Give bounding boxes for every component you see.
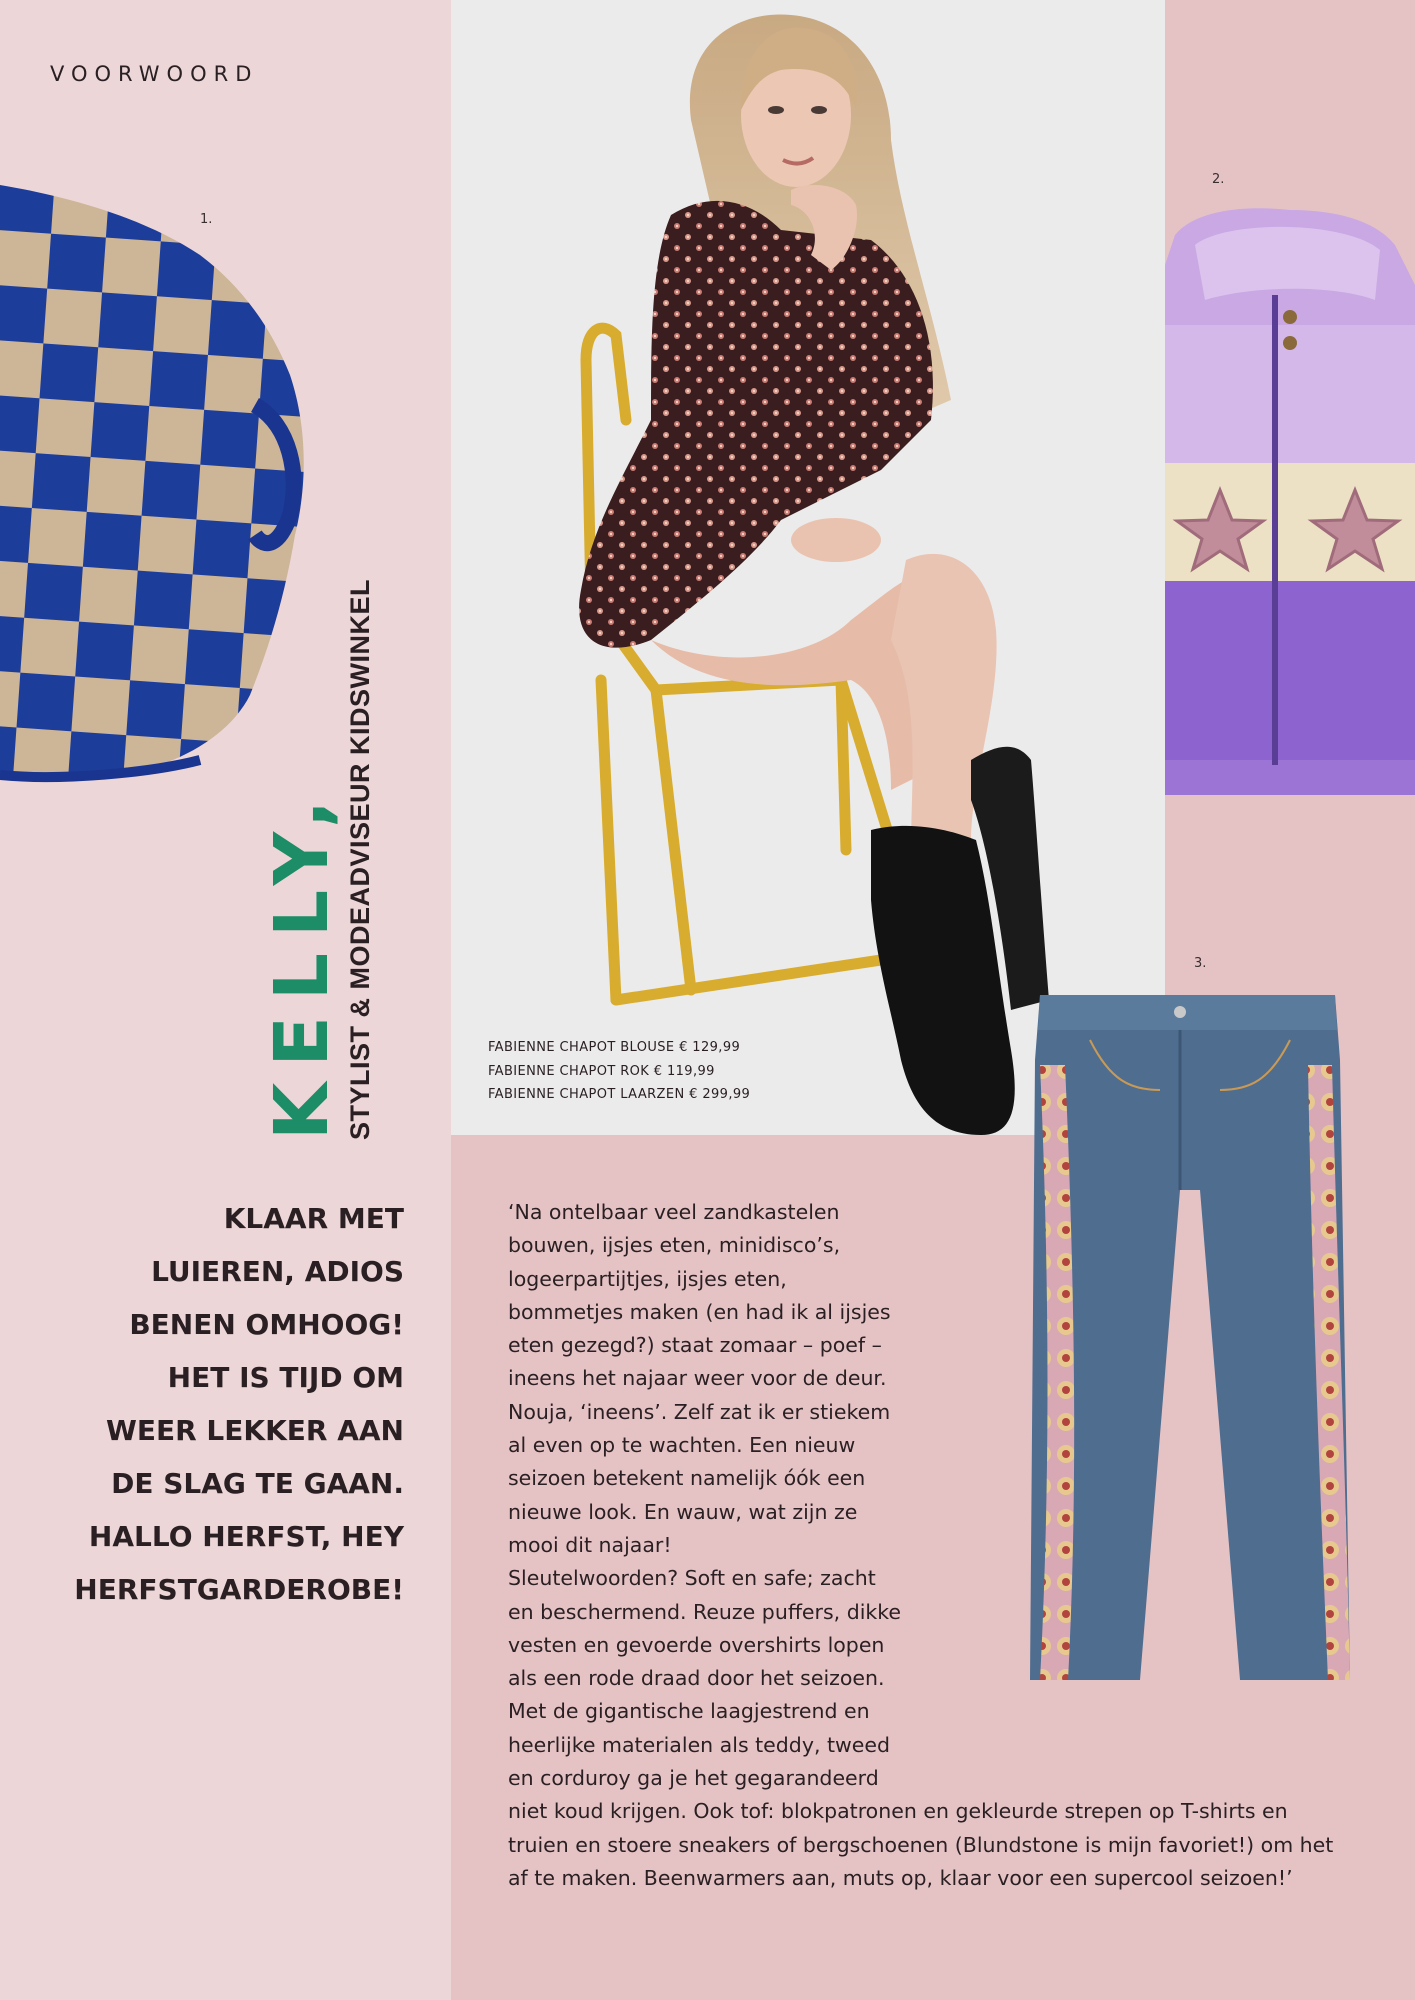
body-line: Nouja, ‘ineens’. Zelf zat ik er stiekem — [508, 1399, 891, 1424]
body-line: truien en stoere sneakers of bergschoenen (Blundstone is mijn favoriet!) om het — [508, 1832, 1334, 1857]
caption-line: FABIENNE CHAPOT LAARZEN € 299,99 — [488, 1087, 751, 1102]
product-captions — [488, 1036, 750, 1107]
body-line: en corduroy ga je het gegarandeerd — [508, 1766, 879, 1791]
body-text — [508, 1196, 1378, 1895]
vertical-name-block — [259, 500, 376, 1140]
body-line: niet koud krijgen. Ook tof: blokpatronen en gekleurde strepen op T-shirts en — [508, 1799, 1288, 1824]
caption-line: FABIENNE CHAPOT ROK € 119,99 — [488, 1063, 715, 1079]
body-line: logeerpartijtjes, ijsjes eten, — [508, 1266, 787, 1291]
name-heading: KELLY, — [259, 783, 345, 1140]
section-label: VOORWOORD — [50, 62, 259, 86]
headline-line: KLAAR MET — [223, 1202, 404, 1235]
body-line: vesten en gevoerde overshirts lopen — [508, 1632, 885, 1657]
body-line: nieuwe look. En wauw, wat zijn ze — [508, 1499, 858, 1524]
headline-line: HERFSTGARDEROBE! — [74, 1573, 404, 1606]
body-line: Met de gigantische laagjestrend en — [508, 1699, 870, 1724]
model-photo — [451, 0, 1165, 1135]
headline-line: LUIEREN, ADIOS — [151, 1255, 404, 1288]
intro-headline — [40, 1192, 404, 1616]
body-column — [508, 1196, 913, 1795]
body-line: mooi dit najaar! — [508, 1532, 672, 1557]
headline-line: BENEN OMHOOG! — [129, 1308, 404, 1341]
body-line: Sleutelwoorden? Soft en safe; zacht — [508, 1566, 876, 1591]
item-number-3: 3. — [1194, 956, 1207, 971]
headline-line: HET IS TIJD OM — [167, 1361, 404, 1394]
body-line: al even op te wachten. Een nieuw — [508, 1433, 856, 1458]
body-wide — [508, 1795, 1378, 1895]
body-line: bouwen, ijsjes eten, minidisco’s, — [508, 1233, 841, 1258]
body-line: heerlijke materialen als teddy, tweed — [508, 1732, 891, 1757]
headline-line: HALLO HERFST, HEY — [88, 1520, 404, 1553]
item-number-2: 2. — [1212, 172, 1225, 187]
body-line: ineens het najaar weer voor de deur. — [508, 1366, 887, 1391]
body-line: seizoen betekent namelijk óók een — [508, 1466, 866, 1491]
body-line: eten gezegd?) staat zomaar – poef – — [508, 1333, 882, 1358]
body-line: en beschermend. Reuze puffers, dikke — [508, 1599, 902, 1624]
headline-line: WEER LEKKER AAN — [105, 1414, 404, 1447]
body-line: bommetjes maken (en had ik al ijsjes — [508, 1299, 891, 1324]
checkered-sweater-image — [0, 175, 310, 785]
caption-line: FABIENNE CHAPOT BLOUSE € 129,99 — [488, 1040, 741, 1055]
role-subtitle: STYLIST & MODEADVISEUR KIDSWINKEL — [345, 578, 375, 1140]
body-line: ‘Na ontelbaar veel zandkastelen — [508, 1200, 840, 1224]
puffer-jacket-image — [1165, 205, 1415, 795]
item-number-1: 1. — [200, 212, 213, 227]
body-line: af te maken. Beenwarmers aan, muts op, klaar voor een supercool seizoen!’ — [508, 1865, 1293, 1890]
body-line: als een rode draad door het seizoen. — [508, 1666, 885, 1691]
headline-line: DE SLAG TE GAAN. — [111, 1467, 404, 1500]
